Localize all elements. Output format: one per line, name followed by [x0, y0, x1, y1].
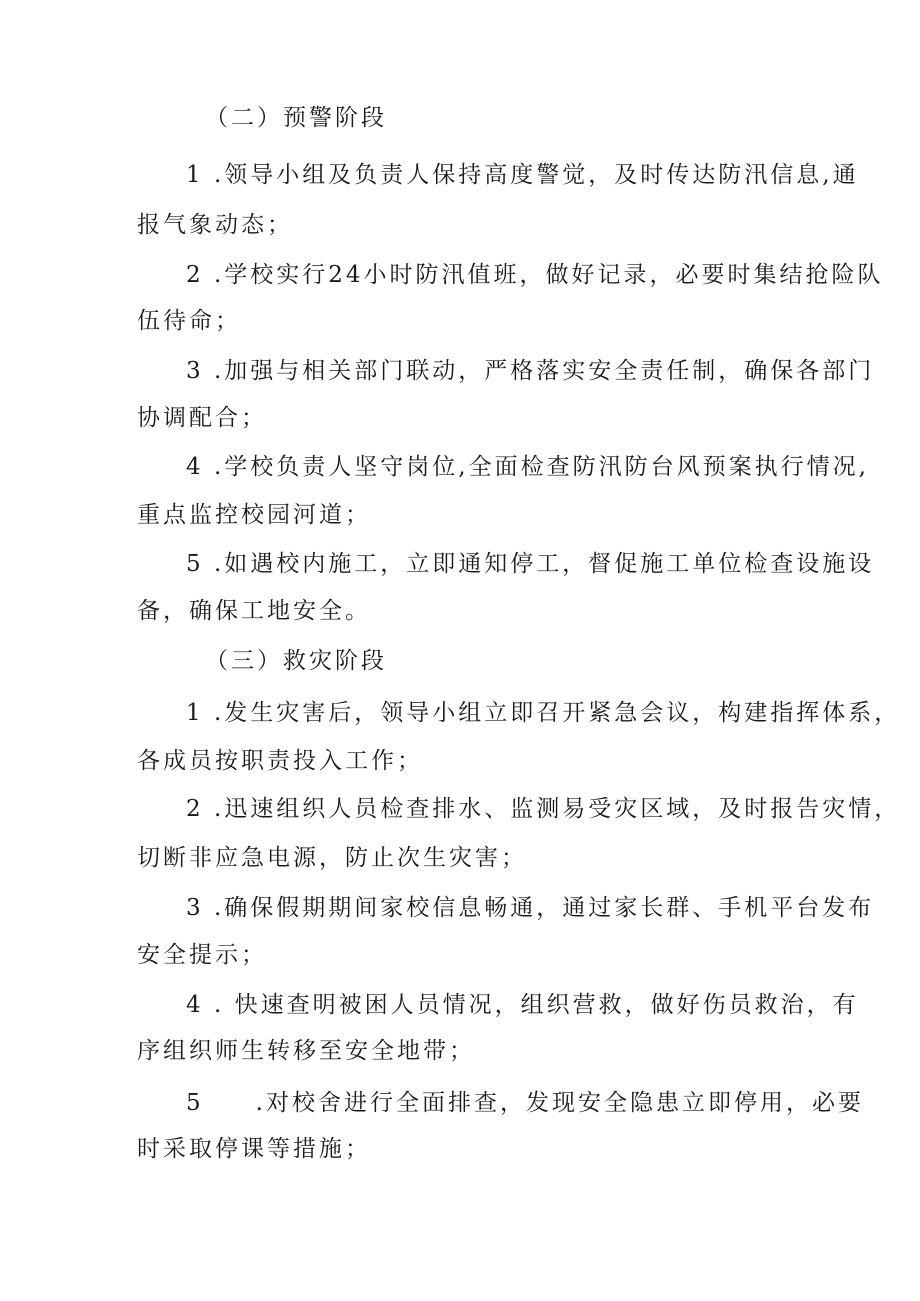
paragraph-line: 各成员按职责投入工作；: [137, 748, 423, 774]
paragraph-line: 备，确保工地安全。: [137, 598, 371, 624]
paragraph-line: 安全提示；: [137, 942, 267, 968]
section-heading-warning: （二）预警阶段: [205, 105, 387, 131]
paragraph-line: 切断非应急电源，防止次生灾害；: [137, 845, 527, 871]
paragraph-line: 3 .加强与相关部门联动，严格落实安全责任制，确保各部门: [186, 358, 875, 384]
paragraph-line: 序组织师生转移至安全地带；: [137, 1038, 475, 1064]
paragraph-line: 报气象动态；: [137, 212, 293, 238]
paragraph-line: 1 .发生灾害后，领导小组立即召开紧急会议，构建指挥体系，: [186, 700, 901, 726]
paragraph-line: 5 .如遇校内施工，立即通知停工，督促施工单位检查设施设: [186, 551, 875, 577]
paragraph-line: 1 .领导小组及负责人保持高度警觉，及时传达防汛信息,通: [186, 162, 859, 188]
paragraph-line: 4 . 快速查明被困人员情况，组织营救，做好伤员救治，有: [186, 992, 859, 1018]
paragraph-line: 重点监控校园河道；: [137, 502, 371, 528]
paragraph-line: 伍待命；: [137, 308, 241, 334]
section-heading-relief: （三）救灾阶段: [205, 648, 387, 674]
paragraph-line: 3 .确保假期期间家校信息畅通，通过家长群、手机平台发布: [186, 895, 875, 921]
paragraph-line: 4 .学校负责人坚守岗位,全面检查防汛防台风预案执行情况,: [186, 454, 869, 480]
paragraph-line: 时采取停课等措施；: [137, 1136, 371, 1162]
paragraph-line: 协调配合；: [137, 405, 267, 431]
paragraph-line: 2 .学校实行24小时防汛值班，做好记录，必要时集结抢险队: [186, 262, 884, 288]
paragraph-line: 2 .迅速组织人员检查排水、监测易受灾区域，及时报告灾情，: [186, 796, 901, 822]
paragraph-line: 5 .对校舍进行全面排查，发现安全隐患立即停用，必要: [186, 1090, 864, 1116]
